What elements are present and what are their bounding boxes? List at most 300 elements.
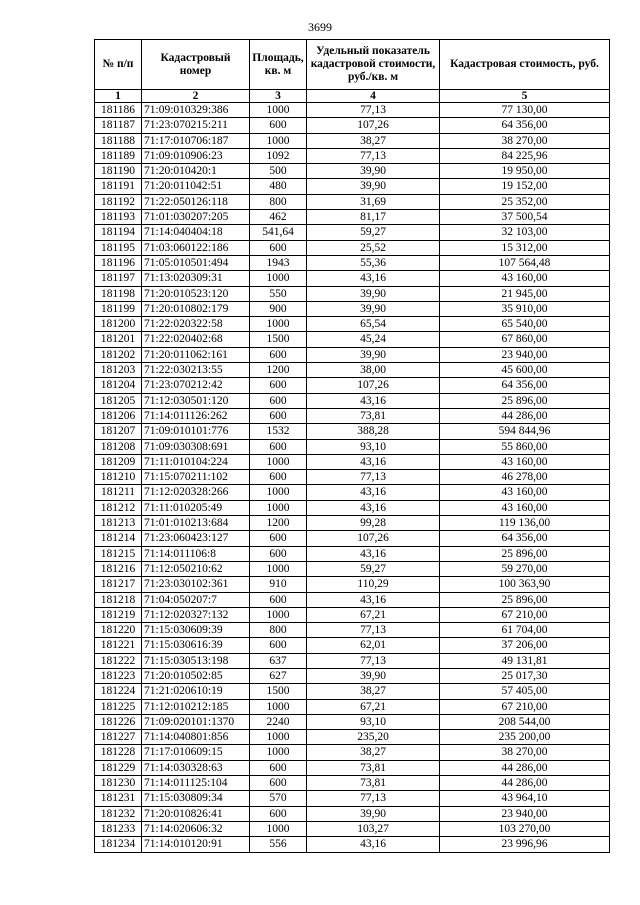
cadastral-number-cell: 71:11:010205:49 <box>142 500 250 515</box>
area-cell: 1000 <box>250 454 307 469</box>
table-row <box>95 684 610 699</box>
row-number-cell: 181201 <box>95 332 142 347</box>
row-number-cell: 181198 <box>95 286 142 301</box>
column-number-row <box>95 90 610 103</box>
unit-rate-cell: 81,17 <box>307 210 440 225</box>
cadastral-number-cell: 71:14:011126:262 <box>142 408 250 423</box>
table-row <box>95 531 610 546</box>
page-number: 3699 <box>308 20 332 34</box>
row-number-cell: 181229 <box>95 760 142 775</box>
row-number-cell: 181187 <box>95 118 142 133</box>
unit-rate-cell: 93,10 <box>307 714 440 729</box>
unit-rate-cell: 93,10 <box>307 439 440 454</box>
cadastral-number-cell: 71:03:060122:186 <box>142 240 250 255</box>
cadastral-cost-cell: 21 945,00 <box>440 286 610 301</box>
area-cell: 1000 <box>250 133 307 148</box>
table-row <box>95 745 610 760</box>
cadastral-cost-cell: 44 286,00 <box>440 760 610 775</box>
row-number-cell: 181219 <box>95 607 142 622</box>
row-number-cell: 181197 <box>95 271 142 286</box>
cadastral-number-cell: 71:23:060423:127 <box>142 531 250 546</box>
unit-rate-cell: 43,16 <box>307 454 440 469</box>
cadastral-cost-cell: 64 356,00 <box>440 378 610 393</box>
table-row <box>95 148 610 163</box>
table-row <box>95 470 610 485</box>
unit-rate-cell: 25,52 <box>307 240 440 255</box>
area-cell: 462 <box>250 210 307 225</box>
header-cadastral-cost: Кадастровая стоимость, руб. <box>440 40 610 90</box>
unit-rate-cell: 77,13 <box>307 623 440 638</box>
unit-rate-cell: 235,20 <box>307 730 440 745</box>
row-number-cell: 181210 <box>95 470 142 485</box>
area-cell: 550 <box>250 286 307 301</box>
unit-rate-cell: 73,81 <box>307 408 440 423</box>
unit-rate-cell: 39,90 <box>307 668 440 683</box>
unit-rate-cell: 43,16 <box>307 592 440 607</box>
cadastral-cost-cell: 67 210,00 <box>440 699 610 714</box>
area-cell: 600 <box>250 546 307 561</box>
table-row <box>95 760 610 775</box>
area-cell: 800 <box>250 194 307 209</box>
table-body <box>95 103 610 853</box>
cadastral-cost-cell: 67 210,00 <box>440 607 610 622</box>
unit-rate-cell: 43,16 <box>307 393 440 408</box>
cadastral-cost-cell: 208 544,00 <box>440 714 610 729</box>
column-number: 3 <box>250 90 307 103</box>
cadastral-cost-cell: 25 017,30 <box>440 668 610 683</box>
unit-rate-cell: 39,90 <box>307 806 440 821</box>
table-row <box>95 179 610 194</box>
table-row <box>95 837 610 852</box>
cadastral-number-cell: 71:14:011106:8 <box>142 546 250 561</box>
row-number-cell: 181215 <box>95 546 142 561</box>
table-row <box>95 301 610 316</box>
cadastral-cost-cell: 84 225,96 <box>440 148 610 163</box>
cadastral-cost-cell: 43 160,00 <box>440 271 610 286</box>
column-number: 4 <box>307 90 440 103</box>
area-cell: 600 <box>250 378 307 393</box>
row-number-cell: 181222 <box>95 653 142 668</box>
cadastral-number-cell: 71:20:010502:85 <box>142 668 250 683</box>
cadastral-number-cell: 71:04:050207:7 <box>142 592 250 607</box>
unit-rate-cell: 77,13 <box>307 653 440 668</box>
table-row <box>95 378 610 393</box>
row-number-cell: 181221 <box>95 638 142 653</box>
cadastral-number-cell: 71:09:010101:776 <box>142 424 250 439</box>
unit-rate-cell: 43,16 <box>307 837 440 852</box>
cadastral-cost-cell: 44 286,00 <box>440 776 610 791</box>
header-unit-rate: Удельный показатель кадастровой стоимости, руб./кв. м <box>307 40 440 90</box>
row-number-cell: 181190 <box>95 164 142 179</box>
cadastral-cost-cell: 19 152,00 <box>440 179 610 194</box>
cadastral-cost-cell: 57 405,00 <box>440 684 610 699</box>
row-number-cell: 181234 <box>95 837 142 852</box>
row-number-cell: 181218 <box>95 592 142 607</box>
table-row <box>95 317 610 332</box>
row-number-cell: 181195 <box>95 240 142 255</box>
row-number-cell: 181207 <box>95 424 142 439</box>
cadastral-number-cell: 71:15:030609:39 <box>142 623 250 638</box>
cadastral-number-cell: 71:11:010104:224 <box>142 454 250 469</box>
cadastral-number-cell: 71:23:070215:211 <box>142 118 250 133</box>
row-number-cell: 181202 <box>95 347 142 362</box>
cadastral-number-cell: 71:20:011062:161 <box>142 347 250 362</box>
table-header-row <box>95 40 610 90</box>
table-row <box>95 194 610 209</box>
row-number-cell: 181231 <box>95 791 142 806</box>
area-cell: 600 <box>250 118 307 133</box>
area-cell: 910 <box>250 577 307 592</box>
table-row <box>95 500 610 515</box>
cadastral-cost-cell: 23 940,00 <box>440 806 610 821</box>
area-cell: 600 <box>250 347 307 362</box>
row-number-cell: 181224 <box>95 684 142 699</box>
cadastral-cost-cell: 59 270,00 <box>440 561 610 576</box>
cadastral-number-cell: 71:14:011125:104 <box>142 776 250 791</box>
cadastral-cost-cell: 37 206,00 <box>440 638 610 653</box>
table-row <box>95 546 610 561</box>
area-cell: 1000 <box>250 271 307 286</box>
unit-rate-cell: 67,21 <box>307 699 440 714</box>
cadastral-number-cell: 71:14:030328:63 <box>142 760 250 775</box>
cadastral-cost-cell: 61 704,00 <box>440 623 610 638</box>
unit-rate-cell: 43,16 <box>307 546 440 561</box>
table-row <box>95 164 610 179</box>
row-number-cell: 181228 <box>95 745 142 760</box>
area-cell: 600 <box>250 806 307 821</box>
unit-rate-cell: 59,27 <box>307 225 440 240</box>
row-number-cell: 181199 <box>95 301 142 316</box>
area-cell: 480 <box>250 179 307 194</box>
table-row <box>95 577 610 592</box>
cadastral-cost-cell: 37 500,54 <box>440 210 610 225</box>
row-number-cell: 181203 <box>95 363 142 378</box>
table-row <box>95 363 610 378</box>
area-cell: 2240 <box>250 714 307 729</box>
cadastral-number-cell: 71:17:010609:15 <box>142 745 250 760</box>
unit-rate-cell: 39,90 <box>307 179 440 194</box>
row-number-cell: 181209 <box>95 454 142 469</box>
area-cell: 600 <box>250 531 307 546</box>
area-cell: 1500 <box>250 332 307 347</box>
row-number-cell: 181193 <box>95 210 142 225</box>
cadastral-cost-cell: 23 940,00 <box>440 347 610 362</box>
area-cell: 1000 <box>250 607 307 622</box>
unit-rate-cell: 39,90 <box>307 286 440 301</box>
cadastral-number-cell: 71:05:010501:494 <box>142 255 250 270</box>
cadastral-number-cell: 71:01:010213:684 <box>142 516 250 531</box>
cadastral-cost-cell: 43 160,00 <box>440 485 610 500</box>
area-cell: 600 <box>250 439 307 454</box>
table-row <box>95 225 610 240</box>
cadastral-number-cell: 71:20:010420:1 <box>142 164 250 179</box>
cadastral-number-cell: 71:20:010826:41 <box>142 806 250 821</box>
row-number-cell: 181232 <box>95 806 142 821</box>
cadastral-number-cell: 71:09:010906:23 <box>142 148 250 163</box>
table-row <box>95 821 610 836</box>
row-number-cell: 181211 <box>95 485 142 500</box>
table-row <box>95 806 610 821</box>
area-cell: 1200 <box>250 363 307 378</box>
cadastral-cost-cell: 64 356,00 <box>440 118 610 133</box>
cadastral-value-table <box>94 39 610 853</box>
row-number-cell: 181217 <box>95 577 142 592</box>
area-cell: 1000 <box>250 561 307 576</box>
area-cell: 600 <box>250 408 307 423</box>
cadastral-cost-cell: 235 200,00 <box>440 730 610 745</box>
unit-rate-cell: 62,01 <box>307 638 440 653</box>
cadastral-cost-cell: 38 270,00 <box>440 745 610 760</box>
cadastral-cost-cell: 38 270,00 <box>440 133 610 148</box>
row-number-cell: 181200 <box>95 317 142 332</box>
area-cell: 541,64 <box>250 225 307 240</box>
cadastral-number-cell: 71:21:020610:19 <box>142 684 250 699</box>
area-cell: 600 <box>250 393 307 408</box>
cadastral-number-cell: 71:17:010706:187 <box>142 133 250 148</box>
row-number-cell: 181230 <box>95 776 142 791</box>
table-row <box>95 454 610 469</box>
row-number-cell: 181208 <box>95 439 142 454</box>
unit-rate-cell: 43,16 <box>307 485 440 500</box>
cadastral-number-cell: 71:22:030213:55 <box>142 363 250 378</box>
cadastral-number-cell: 71:13:020309:31 <box>142 271 250 286</box>
row-number-cell: 181186 <box>95 103 142 118</box>
column-number: 1 <box>95 90 142 103</box>
table-row <box>95 133 610 148</box>
area-cell: 600 <box>250 470 307 485</box>
unit-rate-cell: 99,28 <box>307 516 440 531</box>
cadastral-number-cell: 71:14:040801:856 <box>142 730 250 745</box>
table-row <box>95 240 610 255</box>
table-row <box>95 286 610 301</box>
table-row <box>95 210 610 225</box>
table-row <box>95 730 610 745</box>
row-number-cell: 181204 <box>95 378 142 393</box>
area-cell: 600 <box>250 760 307 775</box>
row-number-cell: 181188 <box>95 133 142 148</box>
table-row <box>95 424 610 439</box>
area-cell: 1532 <box>250 424 307 439</box>
cadastral-number-cell: 71:15:030513:198 <box>142 653 250 668</box>
area-cell: 1000 <box>250 317 307 332</box>
row-number-cell: 181220 <box>95 623 142 638</box>
cadastral-number-cell: 71:23:070212:42 <box>142 378 250 393</box>
table-row <box>95 118 610 133</box>
row-number-cell: 181191 <box>95 179 142 194</box>
unit-rate-cell: 77,13 <box>307 791 440 806</box>
header-area: Площадь, кв. м <box>250 40 307 90</box>
unit-rate-cell: 38,27 <box>307 684 440 699</box>
cadastral-number-cell: 71:12:030501:120 <box>142 393 250 408</box>
unit-rate-cell: 65,54 <box>307 317 440 332</box>
cadastral-number-cell: 71:01:030207:205 <box>142 210 250 225</box>
table-row <box>95 332 610 347</box>
table-row <box>95 638 610 653</box>
cadastral-cost-cell: 32 103,00 <box>440 225 610 240</box>
table-row <box>95 776 610 791</box>
area-cell: 1000 <box>250 485 307 500</box>
area-cell: 627 <box>250 668 307 683</box>
table-row <box>95 408 610 423</box>
cadastral-number-cell: 71:12:050210:62 <box>142 561 250 576</box>
table-row <box>95 255 610 270</box>
cadastral-cost-cell: 43 160,00 <box>440 500 610 515</box>
table-row <box>95 791 610 806</box>
cadastral-number-cell: 71:12:020328:266 <box>142 485 250 500</box>
row-number-cell: 181192 <box>95 194 142 209</box>
row-number-cell: 181212 <box>95 500 142 515</box>
row-number-cell: 181227 <box>95 730 142 745</box>
row-number-cell: 181196 <box>95 255 142 270</box>
header-row-number: № п/п <box>95 40 142 90</box>
cadastral-number-cell: 71:09:030308:691 <box>142 439 250 454</box>
column-number: 5 <box>440 90 610 103</box>
unit-rate-cell: 38,27 <box>307 745 440 760</box>
cadastral-cost-cell: 25 352,00 <box>440 194 610 209</box>
unit-rate-cell: 67,21 <box>307 607 440 622</box>
area-cell: 1000 <box>250 500 307 515</box>
cadastral-cost-cell: 19 950,00 <box>440 164 610 179</box>
unit-rate-cell: 39,90 <box>307 301 440 316</box>
table-row <box>95 668 610 683</box>
unit-rate-cell: 388,28 <box>307 424 440 439</box>
cadastral-number-cell: 71:12:020327:132 <box>142 607 250 622</box>
unit-rate-cell: 73,81 <box>307 760 440 775</box>
unit-rate-cell: 107,26 <box>307 378 440 393</box>
area-cell: 1000 <box>250 730 307 745</box>
row-number-cell: 181205 <box>95 393 142 408</box>
cadastral-number-cell: 71:14:040404:18 <box>142 225 250 240</box>
cadastral-number-cell: 71:20:010802:179 <box>142 301 250 316</box>
area-cell: 600 <box>250 240 307 255</box>
cadastral-number-cell: 71:23:030102:361 <box>142 577 250 592</box>
cadastral-number-cell: 71:09:010329:386 <box>142 103 250 118</box>
cadastral-number-cell: 71:20:011042:51 <box>142 179 250 194</box>
cadastral-cost-cell: 67 860,00 <box>440 332 610 347</box>
area-cell: 1200 <box>250 516 307 531</box>
cadastral-number-cell: 71:15:030809:34 <box>142 791 250 806</box>
area-cell: 600 <box>250 776 307 791</box>
row-number-cell: 181225 <box>95 699 142 714</box>
cadastral-cost-cell: 15 312,00 <box>440 240 610 255</box>
cadastral-cost-cell: 25 896,00 <box>440 393 610 408</box>
area-cell: 1943 <box>250 255 307 270</box>
cadastral-cost-cell: 107 564,48 <box>440 255 610 270</box>
table-row <box>95 561 610 576</box>
table-row <box>95 271 610 286</box>
row-number-cell: 181206 <box>95 408 142 423</box>
cadastral-number-cell: 71:15:070211:102 <box>142 470 250 485</box>
cadastral-cost-cell: 25 896,00 <box>440 592 610 607</box>
unit-rate-cell: 39,90 <box>307 164 440 179</box>
cadastral-number-cell: 71:09:020101:1370 <box>142 714 250 729</box>
unit-rate-cell: 107,26 <box>307 118 440 133</box>
cadastral-cost-cell: 55 860,00 <box>440 439 610 454</box>
cadastral-number-cell: 71:22:050126:118 <box>142 194 250 209</box>
area-cell: 556 <box>250 837 307 852</box>
cadastral-number-cell: 71:12:010212:185 <box>142 699 250 714</box>
cadastral-number-cell: 71:14:010120:91 <box>142 837 250 852</box>
cadastral-cost-cell: 43 160,00 <box>440 454 610 469</box>
cadastral-cost-cell: 103 270,00 <box>440 821 610 836</box>
column-number: 2 <box>142 90 250 103</box>
unit-rate-cell: 103,27 <box>307 821 440 836</box>
cadastral-cost-cell: 119 136,00 <box>440 516 610 531</box>
table-row <box>95 347 610 362</box>
row-number-cell: 181213 <box>95 516 142 531</box>
row-number-cell: 181214 <box>95 531 142 546</box>
unit-rate-cell: 77,13 <box>307 148 440 163</box>
table-row <box>95 714 610 729</box>
area-cell: 1000 <box>250 821 307 836</box>
cadastral-number-cell: 71:15:030616:39 <box>142 638 250 653</box>
unit-rate-cell: 43,16 <box>307 271 440 286</box>
unit-rate-cell: 77,13 <box>307 470 440 485</box>
cadastral-cost-cell: 43 964,10 <box>440 791 610 806</box>
unit-rate-cell: 45,24 <box>307 332 440 347</box>
cadastral-cost-cell: 49 131,81 <box>440 653 610 668</box>
unit-rate-cell: 59,27 <box>307 561 440 576</box>
cadastral-cost-cell: 65 540,00 <box>440 317 610 332</box>
row-number-cell: 181223 <box>95 668 142 683</box>
cadastral-cost-cell: 35 910,00 <box>440 301 610 316</box>
table-row <box>95 103 610 118</box>
row-number-cell: 181216 <box>95 561 142 576</box>
table-row <box>95 623 610 638</box>
unit-rate-cell: 110,29 <box>307 577 440 592</box>
table-row <box>95 516 610 531</box>
cadastral-cost-cell: 25 896,00 <box>440 546 610 561</box>
table-row <box>95 393 610 408</box>
table-row <box>95 439 610 454</box>
cadastral-cost-cell: 77 130,00 <box>440 103 610 118</box>
area-cell: 1000 <box>250 699 307 714</box>
cadastral-number-cell: 71:14:020606:32 <box>142 821 250 836</box>
cadastral-cost-cell: 45 600,00 <box>440 363 610 378</box>
area-cell: 600 <box>250 592 307 607</box>
area-cell: 1500 <box>250 684 307 699</box>
cadastral-number-cell: 71:22:020322:58 <box>142 317 250 332</box>
area-cell: 1092 <box>250 148 307 163</box>
cadastral-cost-cell: 46 278,00 <box>440 470 610 485</box>
header-cadastral-number: Кадастровый номер <box>142 40 250 90</box>
row-number-cell: 181194 <box>95 225 142 240</box>
area-cell: 1000 <box>250 103 307 118</box>
cadastral-cost-cell: 594 844,96 <box>440 424 610 439</box>
cadastral-cost-cell: 100 363,90 <box>440 577 610 592</box>
unit-rate-cell: 31,69 <box>307 194 440 209</box>
row-number-cell: 181233 <box>95 821 142 836</box>
area-cell: 570 <box>250 791 307 806</box>
table-row <box>95 699 610 714</box>
area-cell: 1000 <box>250 745 307 760</box>
unit-rate-cell: 107,26 <box>307 531 440 546</box>
table-row <box>95 653 610 668</box>
unit-rate-cell: 73,81 <box>307 776 440 791</box>
row-number-cell: 181189 <box>95 148 142 163</box>
cadastral-cost-cell: 64 356,00 <box>440 531 610 546</box>
area-cell: 600 <box>250 638 307 653</box>
unit-rate-cell: 55,36 <box>307 255 440 270</box>
cadastral-cost-cell: 44 286,00 <box>440 408 610 423</box>
table-row <box>95 485 610 500</box>
cadastral-number-cell: 71:20:010523:120 <box>142 286 250 301</box>
area-cell: 900 <box>250 301 307 316</box>
table-row <box>95 592 610 607</box>
unit-rate-cell: 38,27 <box>307 133 440 148</box>
table-row <box>95 607 610 622</box>
unit-rate-cell: 77,13 <box>307 103 440 118</box>
